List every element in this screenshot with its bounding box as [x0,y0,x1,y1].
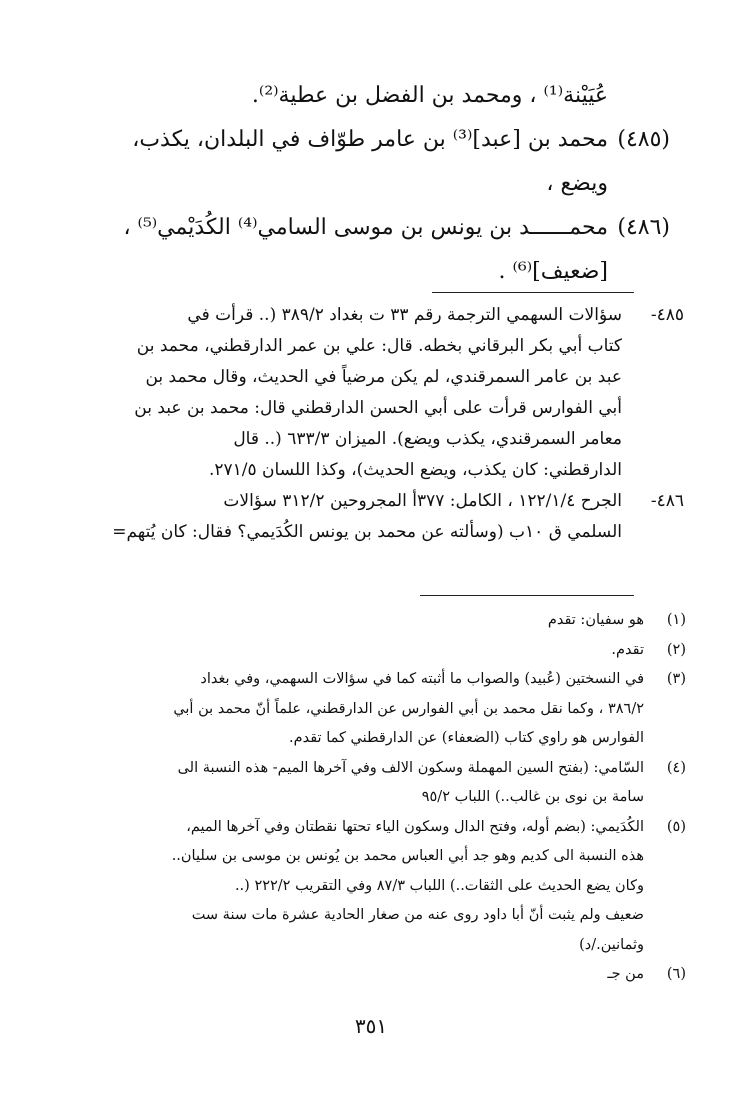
entry-486-line-2: [ضعيف]⁽⁶⁾ . [498,259,608,284]
footnotes [70,606,686,990]
note-485-line: معامر السمرقندي، يكذب ويضع). الميزان ٦٣٣/٣ (.. قال [233,429,622,449]
entry-486-number: (٤٨٦) [617,215,670,240]
entry-485-text: محمد بن [عبد]⁽³⁾ بن عامر طوّاف في البلدان، يكذب، [132,127,608,152]
note-485-line: أبي الفوارس قرأت على أبي الحسن الدارقطني قال: محمد بن عبد بن [134,398,622,418]
footnote-5-line: وكان يضع الحديث على الثقات..) اللباب ٨٧/٣ وفي التقريب ٢٢٢/٢ (.. [234,877,644,894]
footnote-3-line: الفوارس هو راوي كتاب (الضعفاء) عن الدارقطني كما تقدم. [289,730,644,746]
separator-rule-footnotes [420,595,634,596]
note-485-text: سؤالات السهمي الترجمة رقم ٣٣ ت بغداد ٣٨٩/٢ (.. قرأت في [187,305,622,325]
footnote-4 [70,754,686,784]
footnote-5-number: (٥) [666,818,686,835]
note-485-line: الدارقطني: كان يكذب، ويضع الحديث)، وكذا اللسان ٢٧١/٥. [208,460,622,480]
entry-485-number: (٤٨٥) [617,127,670,152]
footnote-1-text: هو سفيان: تقدم [547,612,644,628]
footnote-3-text: في النسختين (عُبيد) والصواب ما أثبته كما في سؤالات السهمي، وفي بغداد [200,671,644,687]
footnote-6-text: من جـ [607,966,644,982]
entry-485-line-1 [60,118,670,162]
footnote-2 [70,636,686,666]
note-486-text: الجرح ١٢٢/١/٤ ، الكامل: ٣٧٧أ المجروحين ٣١٢/٢ سؤالات [223,491,622,511]
entry-486-text: محمــــــد بن يونس بن موسى السامي⁽⁴⁾ الكُدَيْمي⁽⁵⁾ ، [123,215,608,240]
footnote-1 [70,606,686,636]
footnote-6 [70,960,686,990]
note-485-line: كتاب أبي بكر البرقاني بخطه. قال: علي بن عمر الدارقطني، محمد بن [136,336,622,356]
source-notes [60,300,684,548]
footnote-2-text: تقدم. [611,641,644,658]
footnote-3-number: (٣) [666,671,686,687]
separator-rule-top [432,292,634,293]
footnote-2-number: (٢) [666,641,686,658]
entry-continuation-line: عُيَيْنة⁽¹⁾ ، ومحمد بن الفضل بن عطية⁽²⁾. [251,83,608,108]
biography-entries [60,74,670,294]
footnote-4-number: (٤) [666,759,686,776]
footnote-3-line: ٣٨٦/٢ ، وكما نقل محمد بن أبي الفوارس عن الدارقطني، علماً أنّ محمد بن أبي [173,700,644,717]
footnote-5-text: الكُدَيمي: (بضم أوله، وفتح الدال وسكون الياء تحتها نقطتان وفي آخرها الميم، [186,818,644,835]
footnote-5-line: وثمانين./د) [579,936,644,953]
footnote-6-number: (٦) [666,966,686,982]
page-number: ٣٥١ [354,1014,388,1038]
footnote-4-line: سامة بن نوى بن غالب..) اللباب ٩٥/٢ [421,789,644,805]
note-485-number: ٤٨٥- [650,305,684,325]
footnote-1-number: (١) [666,612,686,628]
footnote-5 [70,813,686,843]
note-486-line [60,486,684,517]
note-485-line [60,300,684,331]
footnote-4-text: السّامي: (بفتح السين المهملة وسكون الالف وفي آخرها الميم- هذه النسبة الى [177,759,644,776]
footnote-5-line: هذه النسبة الى كديم وهو جد أبي العباس محمد بن يُونس بن موسى بن سليان.. [171,848,644,864]
note-486-number: ٤٨٦- [650,491,684,511]
note-486-line: السلمي ق ١٠ب (وسألته عن محمد بن يونس الكُدَيمي؟ فقال: كان يُتهم= [112,522,622,542]
note-485-line: عبد بن عامر السمرقندي، لم يكن مرضياً في الحديث، وقال محمد بن [145,367,622,387]
entry-486-line-1 [60,206,670,250]
entry-485-line-2: ويضع ، [546,171,608,196]
footnote-5-line: ضعيف ولم يثبت أنّ أبا داود روى عنه من صغار الحادية عشرة مات سنة ست [191,907,644,923]
footnote-3 [70,665,686,695]
